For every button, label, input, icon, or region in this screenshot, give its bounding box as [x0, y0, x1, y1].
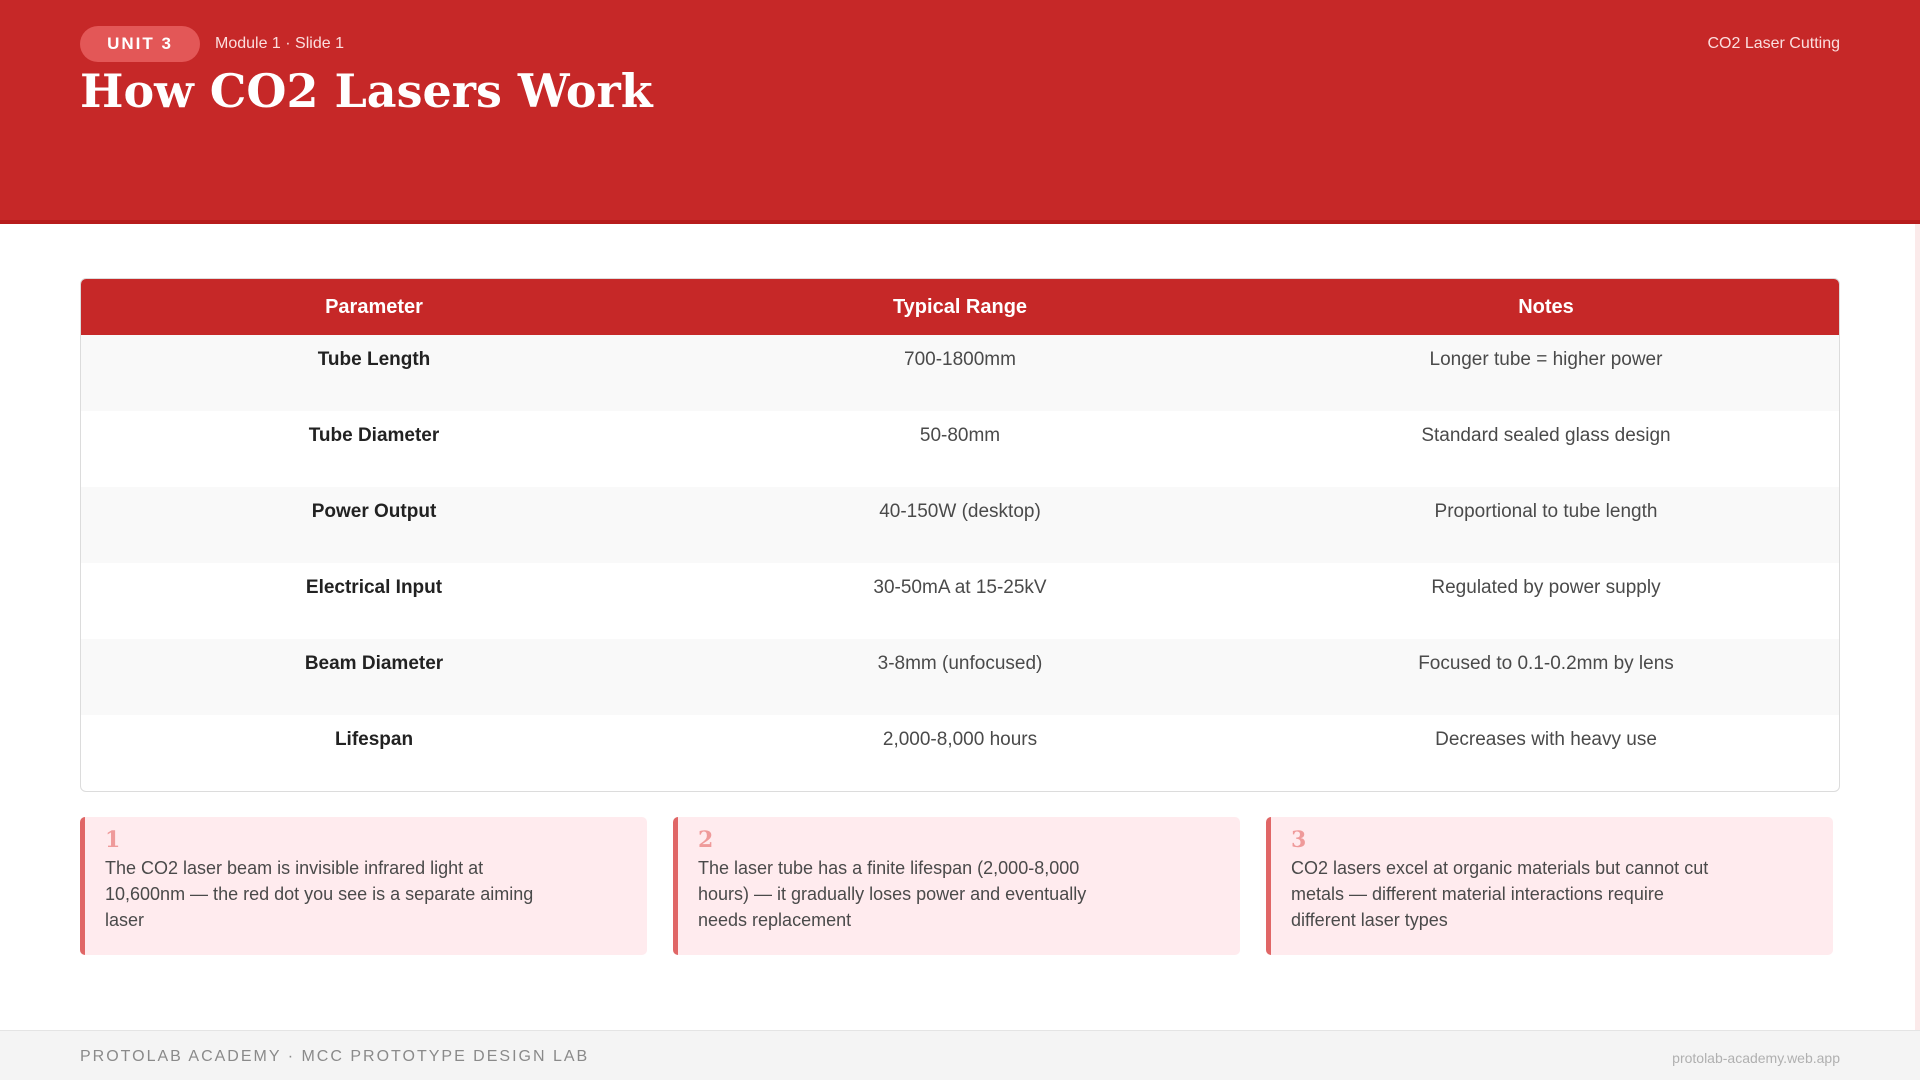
cell-parameter: Beam Diameter — [304, 653, 444, 674]
note-text: CO2 lasers excel at organic materials but cannot cut metals — different material interactions require different laser types — [1291, 858, 1709, 930]
course-label: CO2 Laser Cutting — [1707, 35, 1840, 52]
slide-footer — [0, 1030, 1920, 1080]
key-points — [80, 817, 1840, 955]
cell-range: 3-8mm (unfocused) — [877, 653, 1043, 674]
cell-parameter: Electrical Input — [305, 577, 443, 598]
note-card-1 — [80, 817, 647, 955]
cell-range: 50-80mm — [919, 425, 1001, 446]
parameters-table — [80, 278, 1840, 792]
cell-parameter: Lifespan — [334, 729, 414, 750]
cell-notes: Standard sealed glass design — [1421, 425, 1671, 446]
cell-notes: Focused to 0.1-0.2mm by lens — [1418, 653, 1674, 674]
column-header-range: Typical Range — [892, 296, 1028, 318]
cell-range: 30-50mA at 15-25kV — [873, 577, 1047, 598]
cell-notes: Regulated by power supply — [1431, 577, 1661, 598]
note-number: 1 — [105, 827, 121, 853]
note-card-2 — [673, 817, 1240, 955]
cell-range: 2,000-8,000 hours — [882, 729, 1038, 750]
column-header-notes: Notes — [1518, 296, 1574, 318]
cell-notes: Decreases with heavy use — [1435, 729, 1657, 750]
table-row — [81, 563, 1839, 639]
table-row — [81, 639, 1839, 715]
module-label: Module 1 · Slide 1 — [215, 35, 344, 52]
table-header — [81, 279, 1839, 335]
right-edge-strip — [1915, 224, 1920, 1030]
cell-parameter: Tube Length — [317, 349, 431, 370]
page-title: How CO2 Lasers Work — [80, 64, 653, 118]
cell-notes: Proportional to tube length — [1434, 501, 1658, 522]
note-number: 3 — [1291, 827, 1307, 853]
cell-range: 700-1800mm — [904, 349, 1016, 370]
unit-badge: UNIT 3 — [80, 26, 200, 62]
note-text: The CO2 laser beam is invisible infrared light at 10,600nm — the red dot you see is a separate aiming laser — [105, 858, 534, 930]
table-row — [81, 487, 1839, 563]
note-number: 2 — [698, 827, 714, 853]
cell-parameter: Power Output — [311, 501, 437, 522]
note-text: The laser tube has a finite lifespan (2,000-8,000 hours) — it gradually loses power and eventually needs replacement — [698, 858, 1087, 930]
column-header-parameter: Parameter — [325, 296, 423, 318]
table-row — [81, 715, 1839, 791]
cell-notes: Longer tube = higher power — [1429, 349, 1663, 370]
footer-brand: PROTOLAB ACADEMY · MCC PROTOTYPE DESIGN LAB — [80, 1048, 590, 1065]
table-row — [81, 411, 1839, 487]
slide-header — [0, 0, 1920, 224]
table-row — [81, 335, 1839, 411]
footer-url: protolab-academy.web.app — [1672, 1050, 1840, 1066]
cell-range: 40-150W (desktop) — [879, 501, 1041, 522]
note-card-3 — [1266, 817, 1833, 955]
cell-parameter: Tube Diameter — [308, 425, 440, 446]
